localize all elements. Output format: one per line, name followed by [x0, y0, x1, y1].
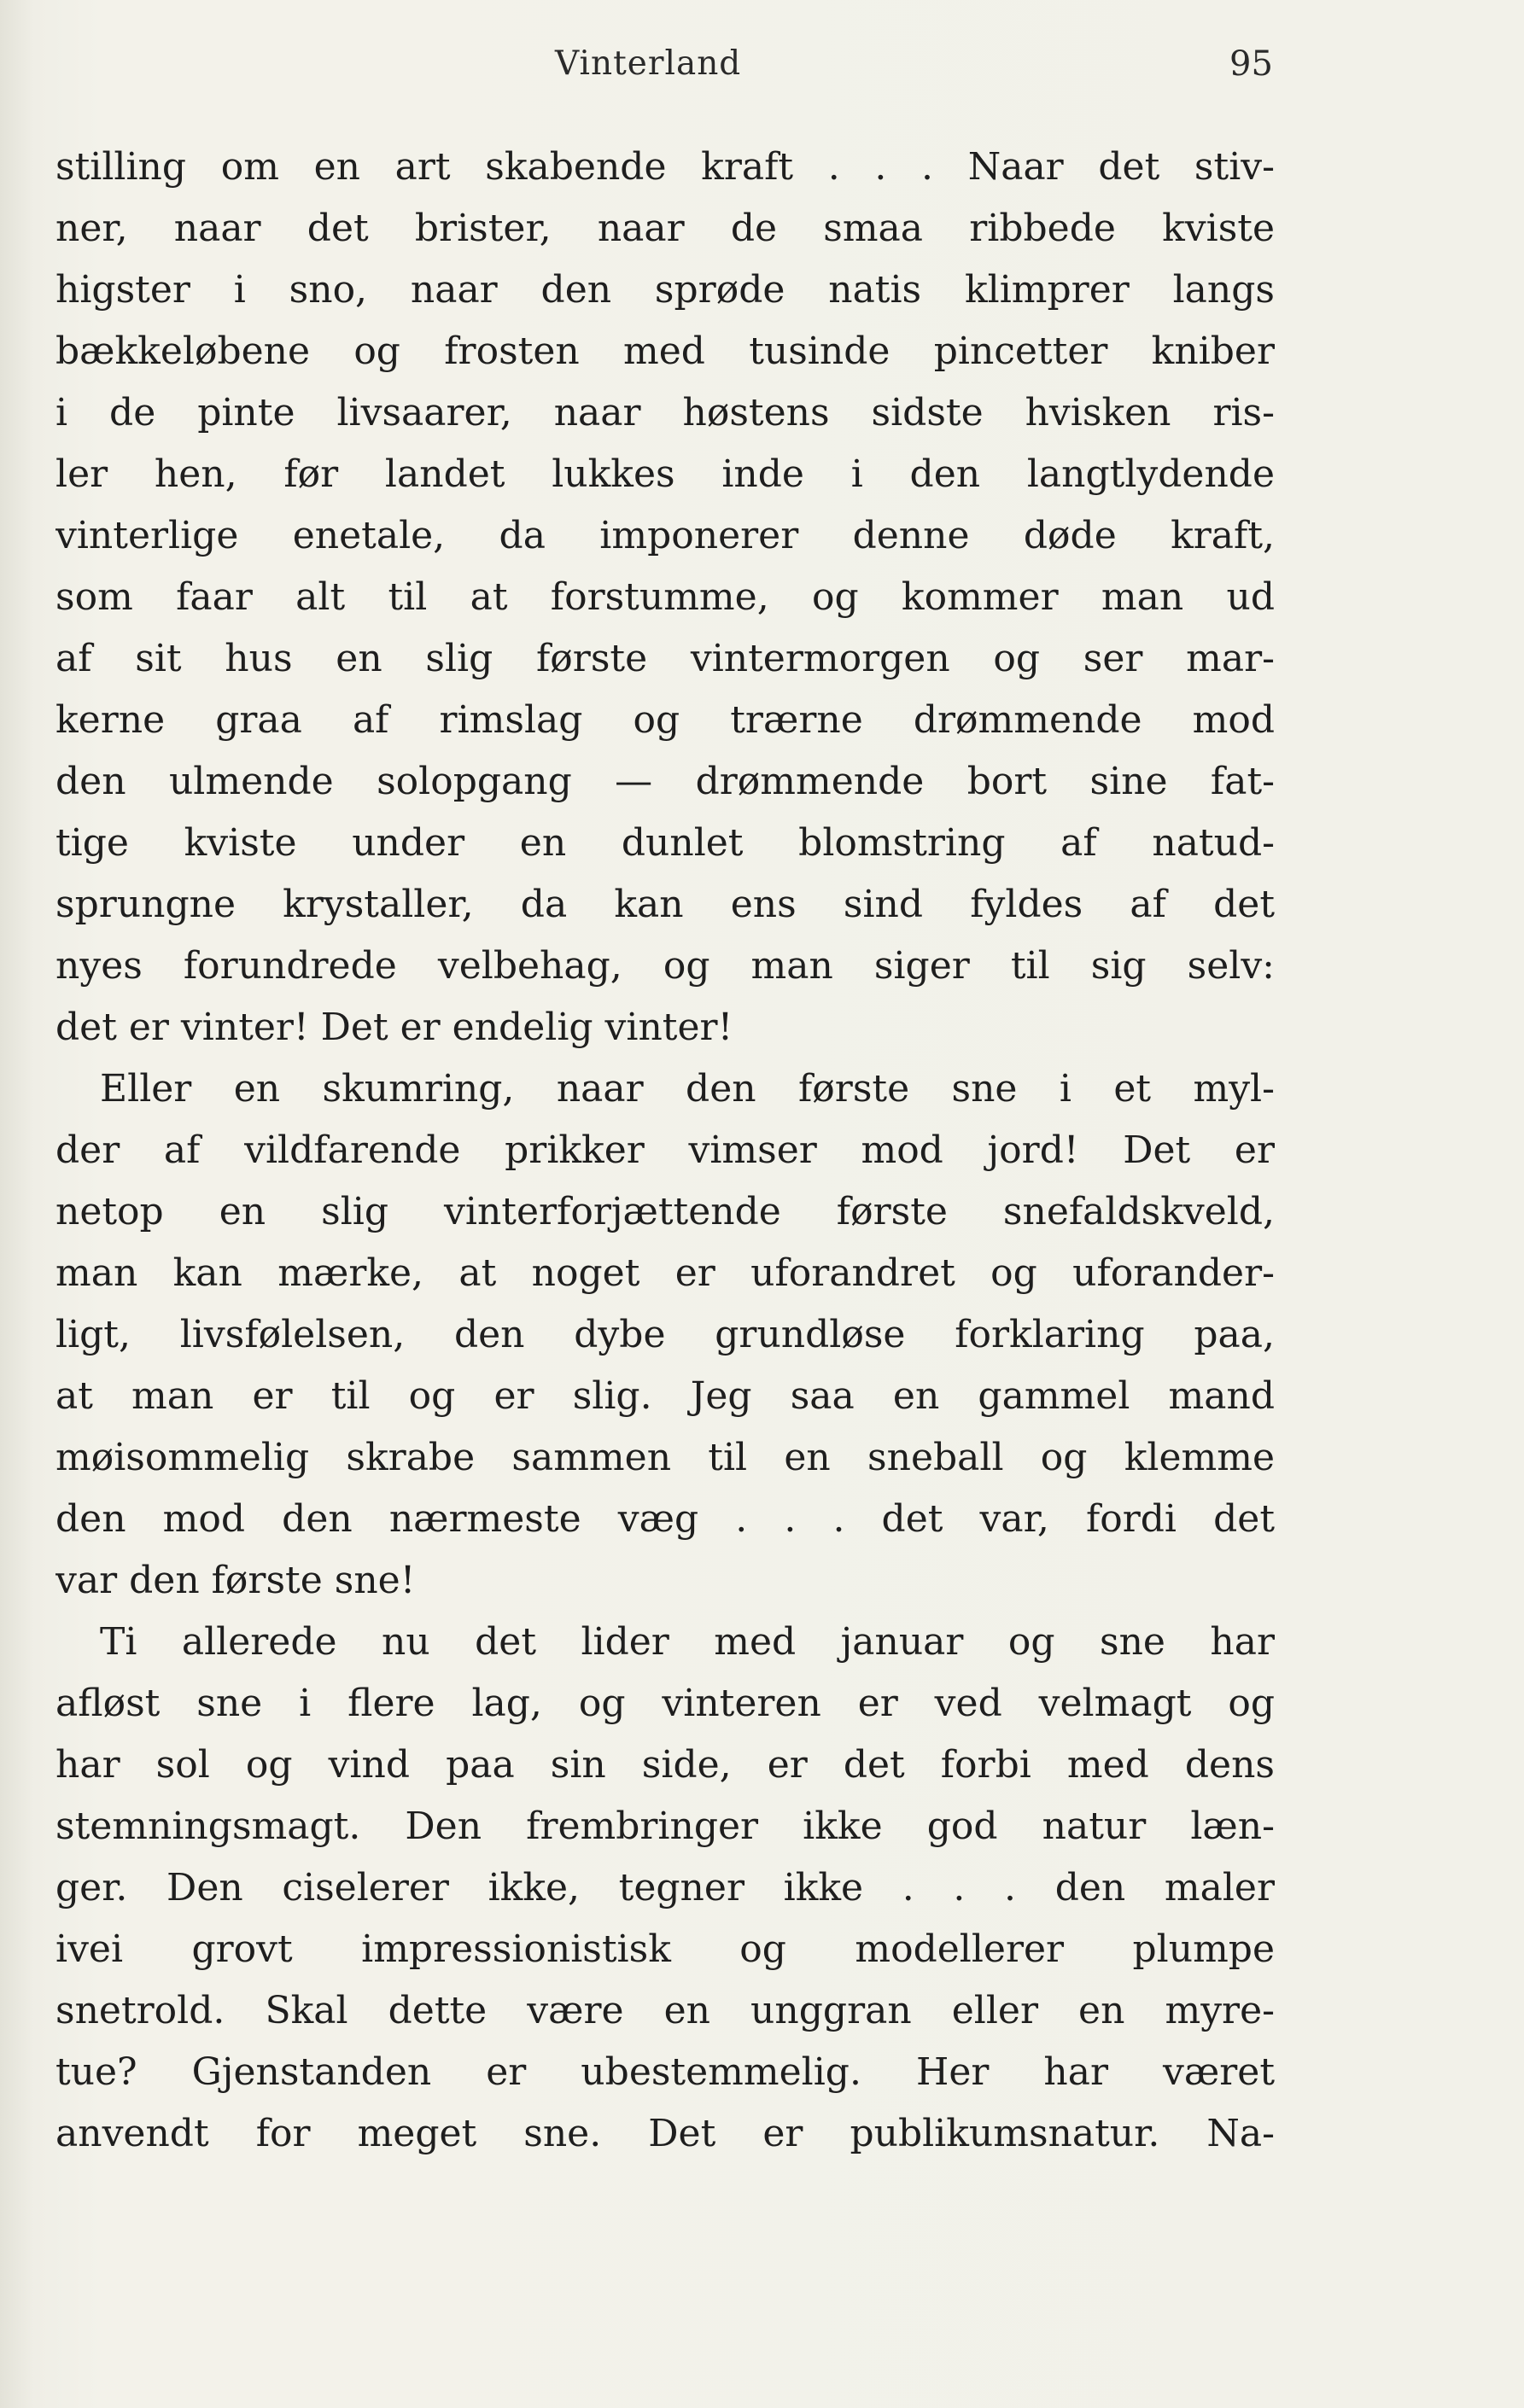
- text-line: stemningsmagt. Den frembringer ikke god natur læn-: [55, 1805, 1275, 1848]
- text-line: af sit hus en slig første vintermorgen og ser mar-: [55, 637, 1275, 680]
- text-line: den ulmende solopgang — drømmende bort sine fat-: [55, 760, 1275, 803]
- text-line: den mod den nærmeste væg . . . det var, fordi det: [55, 1497, 1275, 1541]
- text-line: snetrold. Skal dette være en unggran eller en myre-: [55, 1989, 1275, 2032]
- page-number: 95: [1229, 44, 1273, 84]
- text-line: kerne graa af rimslag og trærne drømmende mod: [55, 698, 1275, 742]
- text-line: har sol og vind paa sin side, er det forbi med dens: [55, 1743, 1275, 1787]
- text-line: sprungne krystaller, da kan ens sind fyldes af det: [55, 883, 1275, 926]
- text-line: ligt, livsfølelsen, den dybe grundløse forklaring paa,: [55, 1313, 1275, 1356]
- text-line: ler hen, før landet lukkes inde i den langtlydende: [55, 452, 1275, 496]
- body-text: [55, 137, 1275, 2165]
- running-title: Vinterland: [555, 44, 742, 83]
- text-line: at man er til og er slig. Jeg saa en gammel mand: [55, 1374, 1275, 1418]
- text-line: higster i sno, naar den sprøde natis klimprer langs: [55, 268, 1275, 312]
- text-line: ivei grovt impressionistisk og modellerer plumpe: [55, 1927, 1275, 1971]
- text-line: anvendt for meget sne. Det er publikumsnatur. Na-: [55, 2112, 1275, 2155]
- text-line: var den første sne!: [55, 1559, 416, 1602]
- text-line: man kan mærke, at noget er uforandret og uforander-: [55, 1251, 1275, 1295]
- text-line: afløst sne i flere lag, og vinteren er ved velmagt og: [55, 1682, 1275, 1725]
- text-line: Ti allerede nu det lider med januar og sne har: [100, 1620, 1275, 1664]
- text-line: ger. Den ciselerer ikke, tegner ikke . . . den maler: [55, 1866, 1275, 1909]
- text-line: som faar alt til at forstumme, og kommer man ud: [55, 575, 1275, 619]
- running-head: [0, 44, 1524, 96]
- text-line: ner, naar det brister, naar de smaa ribbede kviste: [55, 207, 1275, 250]
- text-line: møisommelig skrabe sammen til en sneball og klemme: [55, 1436, 1275, 1479]
- text-line: stilling om en art skabende kraft . . . Naar det stiv-: [55, 145, 1275, 189]
- text-line: nyes forundrede velbehag, og man siger til sig selv:: [55, 944, 1275, 988]
- text-line: bækkeløbene og frosten med tusinde pincetter kniber: [55, 329, 1275, 373]
- text-line: Eller en skumring, naar den første sne i et myl-: [100, 1067, 1275, 1111]
- text-line: det er vinter! Det er endelig vinter!: [55, 1006, 733, 1049]
- text-line: tue? Gjenstanden er ubestemmelig. Her har været: [55, 2050, 1275, 2094]
- text-line: der af vildfarende prikker vimser mod jord! Det er: [55, 1128, 1275, 1172]
- text-line: i de pinte livsaarer, naar høstens sidste hvisken ris-: [55, 391, 1275, 434]
- text-line: tige kviste under en dunlet blomstring af natud-: [55, 821, 1275, 865]
- text-line: vinterlige enetale, da imponerer denne døde kraft,: [55, 514, 1275, 557]
- text-line: netop en slig vinterforjættende første snefaldskveld,: [55, 1190, 1275, 1233]
